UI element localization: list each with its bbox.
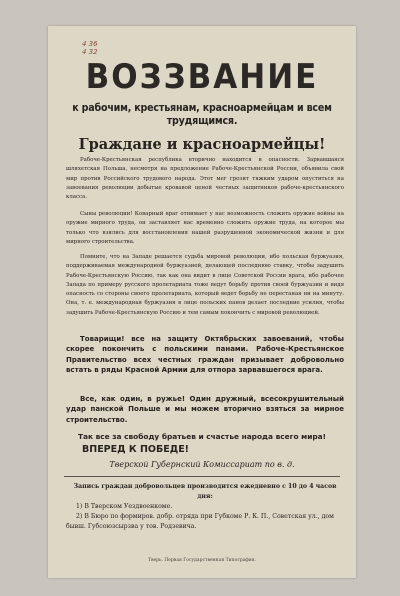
- enlistment-block: [66, 482, 344, 532]
- poster-appeal-heading: Граждане и красноармейцы!: [78, 136, 326, 153]
- poster-title: ВОЗЗВАНИЕ: [85, 57, 319, 97]
- body-paragraph-3: Помните, что на Западе решается судьба мировой революции, ибо польская буржуазия, поддерживаемая международной буржуазией, делающей последнюю ставку, чтобы задушить Рабоче-Крестьянскую Россию, так как она видит в лице Советской России врага, ибо рабочее Запада по примеру русского пролетариата тоже ведут борьбу против своей буржуазии и видя опасность со стороны своего пролетариата, который ведет борьбу не перестаная ни на минуту. Она, т. е. международная буржуазия в лице польских панов делает последние усилия, чтобы задушить Рабоче-Крестьянскую Россию и тем самым покончить с мировой революцией.: [66, 254, 344, 316]
- archive-stamp: [82, 40, 98, 56]
- issuing-commissariat: Тверской Губернский Комиссариат по в. д.: [109, 460, 295, 469]
- enlistment-header: Запись граждан добровольцев производится ежедневно с 10 до 4 часов дня:: [73, 483, 337, 500]
- divider-line: [64, 476, 340, 477]
- enlistment-item-2: 2) В Бюро по формиров. добр. отряда при Губкоме Р. К. П., Советская ул., дом бывш. Губсоюзсырзва у тов. Родзевича.: [66, 513, 334, 530]
- bold-paragraph-1: Товарищи! все на защиту Октябрьских завоеваний, чтобы скорее покончить с польскими панами. Рабоче-Крестьянское Правительство всех честных граждан призывает добровольно встать в ряды Красной Армии для отпора зарвавшегося врага.: [66, 335, 344, 375]
- body-paragraph-2: Сыны революции! Коварный враг отнимает у нас возможность сложить оружие войны на оружие мирного труда, он заставляет нас временно сложить оружие труда, на которое мы только что взялись для восстановления нашей разрушенной экономической жизни и для мирного строительства.: [66, 211, 344, 245]
- proclamation-poster: [48, 26, 356, 578]
- poster-subtitle: к рабочим, крестьянам, красноармейцам и всем трудящимся.: [72, 102, 332, 127]
- slogan-forward: ВПЕРЕД К ПОБЕДЕ!: [82, 444, 190, 455]
- printer-imprint: Тверь. Первая Государственная Типография.: [147, 558, 257, 563]
- archive-mark-line2: 4 32: [82, 48, 98, 56]
- slogan-line: Так все за свободу братьев и счастье народа всего мира!: [77, 432, 327, 441]
- archive-mark-line1: 4 36: [82, 40, 98, 48]
- enlistment-item-1: 1) В Тверском Уездвоенкоме.: [76, 503, 173, 510]
- body-paragraph-1: Рабоче-Крестьянская республика вторично находится в опасности. Зарвавшаяся шляхетская Польша, несмотря на предложение Рабоче-Крестьянской России, объявила свой мир против Российского трудового народа. Этот мег грозит тяжким ударом опуститься на завоевания революции добытые кровавой ценой честных защитников рабоче-крестьянского класса.: [66, 157, 344, 201]
- bold-paragraph-2: Все, как один, в ружье! Один дружный, всесокрушительный удар панской Польше и мы можем вторично взяться за мирное строительство.: [66, 395, 344, 424]
